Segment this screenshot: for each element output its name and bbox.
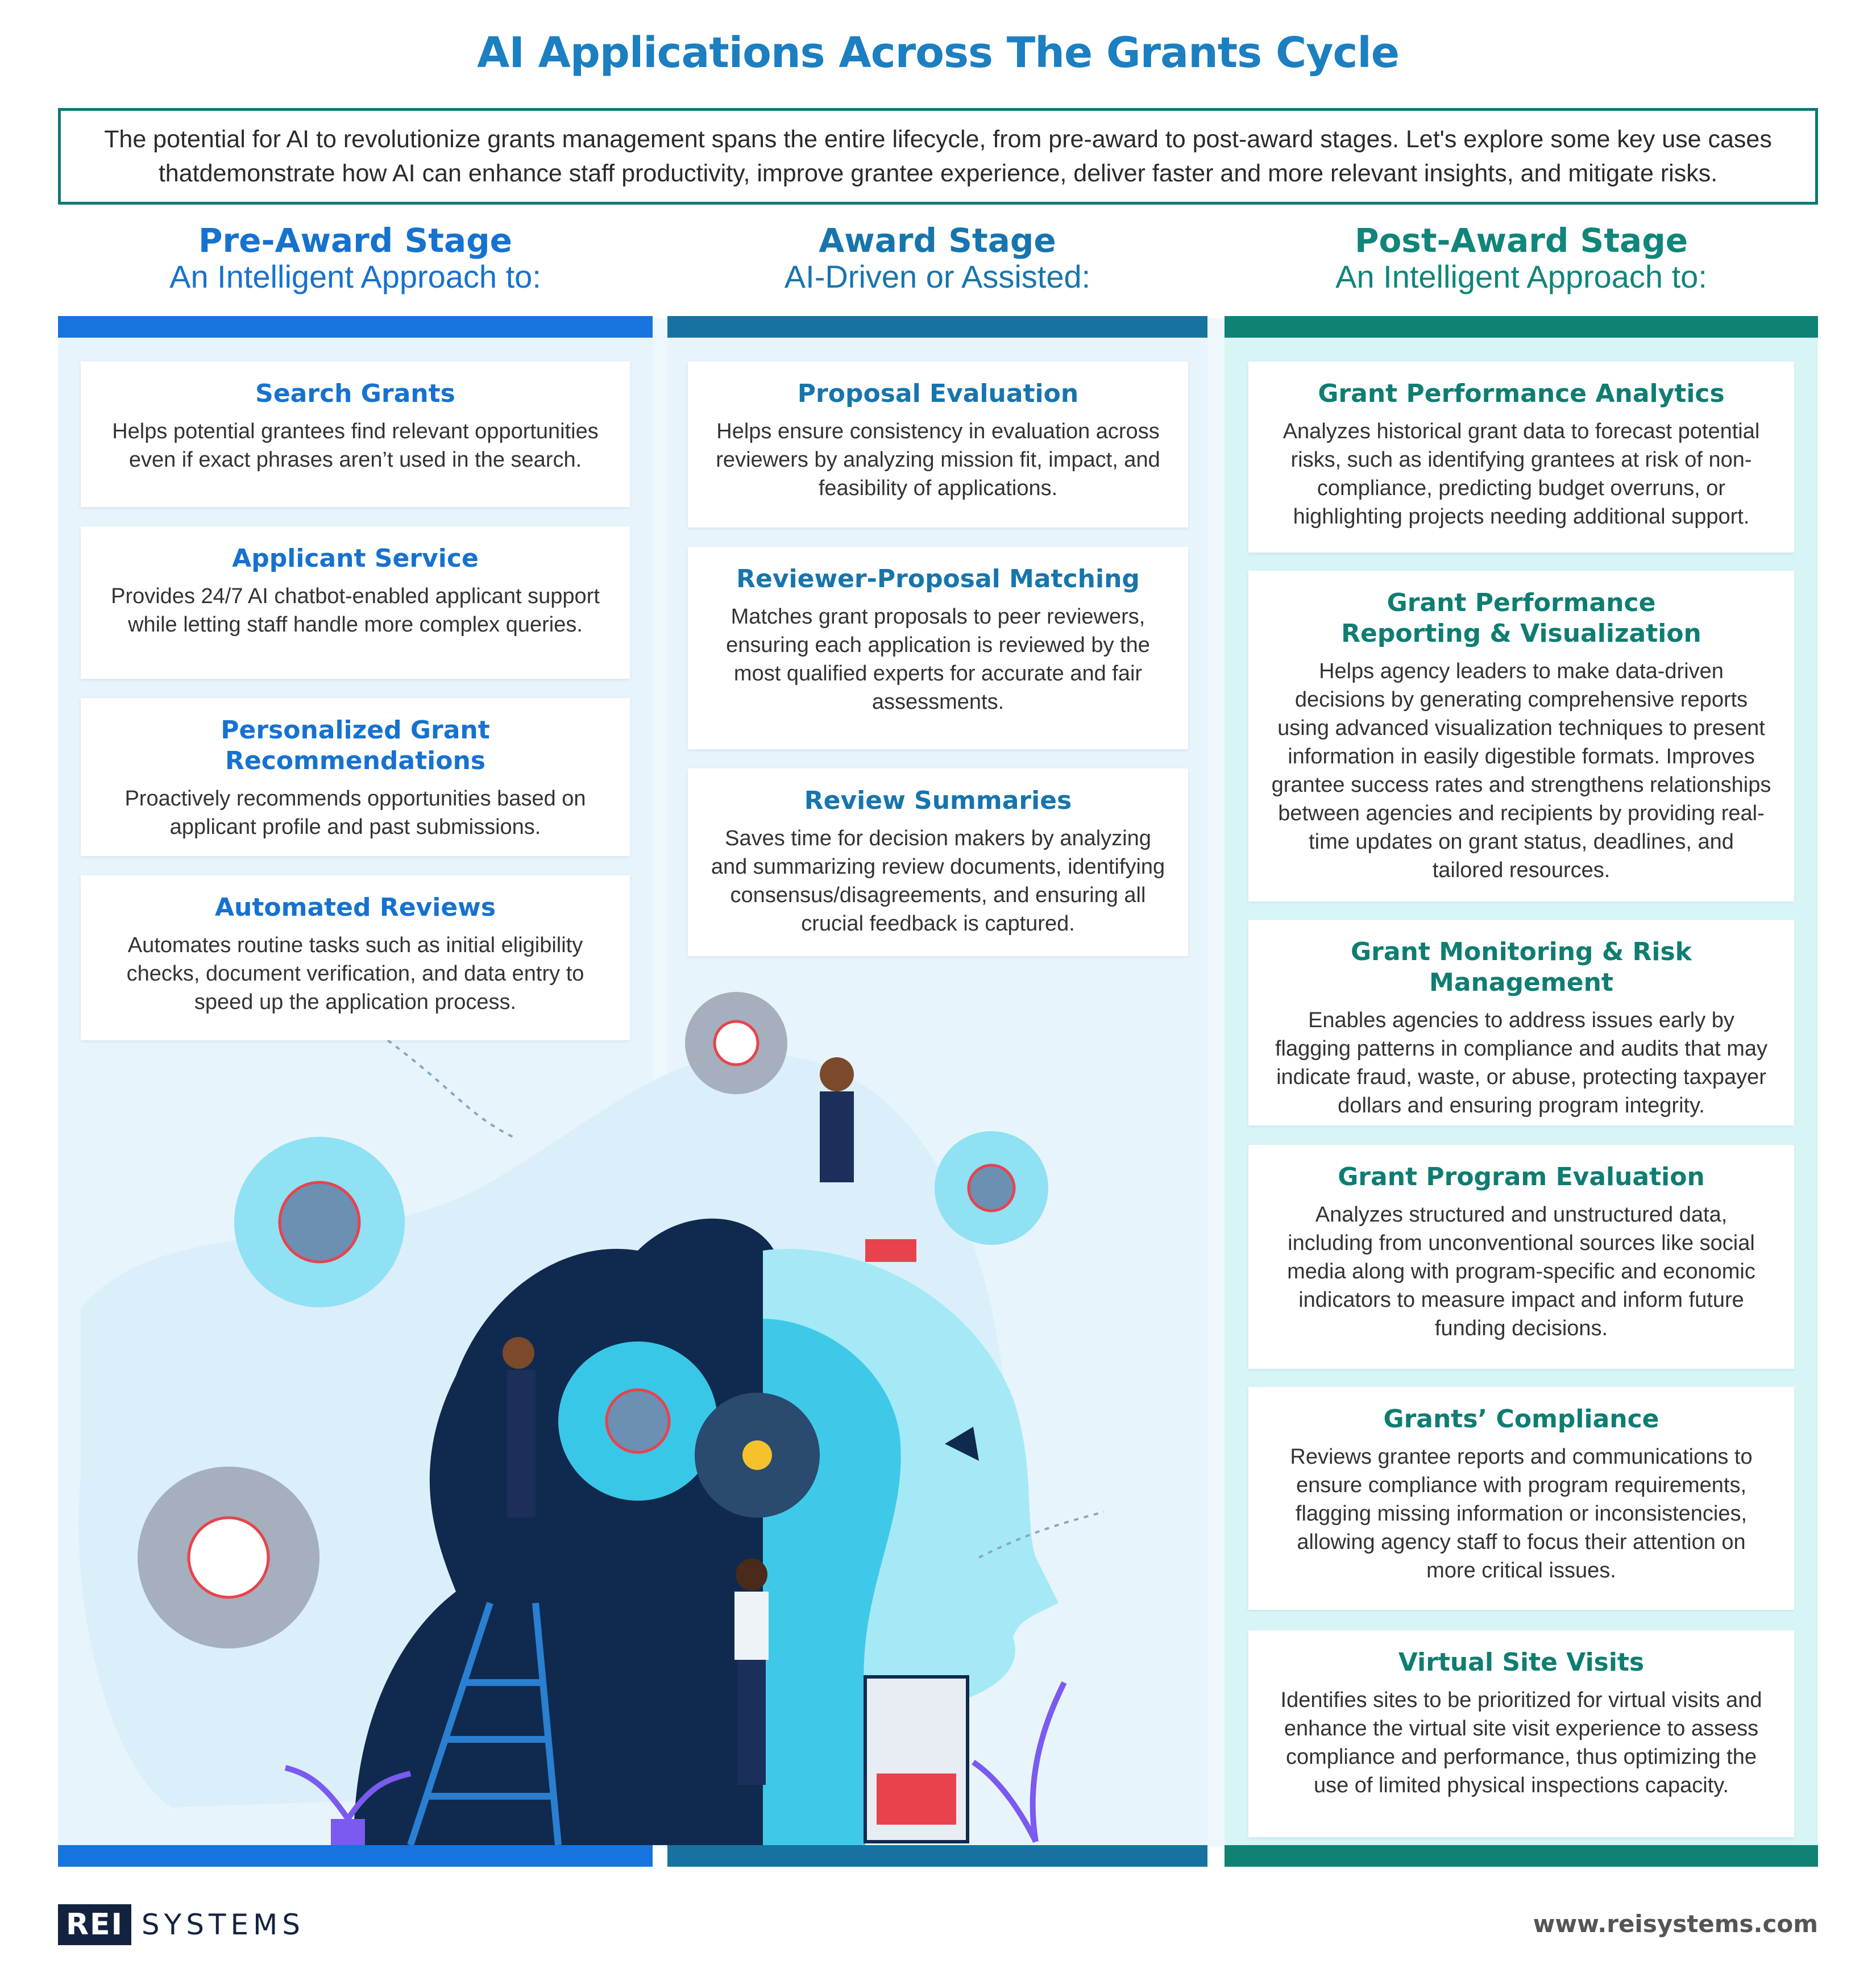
stage-subtitle: An Intelligent Approach to:: [1335, 259, 1707, 294]
intro-text: The potential for AI to revolutionize grants management spans the entire lifecycle, from pre-award to post-award stages. Let's explore some key use cases thatdemonstrate how AI can enhance staff productivity, improve grantee experience, deliver faster and more relevant insights, and mitigate risks.: [104, 126, 1772, 187]
post-award-bottom-bar: [1225, 1845, 1818, 1867]
ai-head-illustration: [58, 966, 1225, 1845]
card-title: Grant Performance Analytics: [1318, 379, 1725, 408]
award-heading: [667, 222, 1207, 294]
card-text: Provides 24/7 AI chatbot-enabled applicant support while letting staff handle more complex queries.: [111, 584, 600, 637]
card-title: Grant Performance Reporting & Visualization: [1341, 588, 1701, 648]
card-virtual-site-visits: [1248, 1630, 1794, 1837]
card-text: Analyzes structured and unstructured data, including from unconventional sources like social media along with program-specific and economic indicators to measure impact and inform future funding decisions.: [1287, 1203, 1755, 1340]
card-automated-reviews: [81, 875, 630, 1040]
card-proposal-evaluation: [688, 362, 1188, 528]
rei-systems-logo[interactable]: [58, 1904, 305, 1945]
logo-text: SYSTEMS: [141, 1908, 305, 1941]
award-top-bar: [667, 316, 1207, 338]
page-title: AI Applications Across The Grants Cycle: [477, 28, 1399, 77]
gear-icon: [935, 1131, 1048, 1245]
intro-box: [58, 108, 1818, 205]
person-icon: [820, 1057, 854, 1182]
card-text: Saves time for decision makers by analyzing and summarizing review documents, identifying consensus/disagreements, and ensuring all crucial feedback is captured.: [711, 826, 1165, 936]
stage-subtitle: An Intelligent Approach to:: [169, 259, 541, 294]
card-title: Reviewer-Proposal Matching: [736, 564, 1140, 593]
card-reviewer-matching: [688, 547, 1188, 749]
card-text: Matches grant proposals to peer reviewers, ensuring each application is reviewed by the most qualified experts for accurate and fair assessments.: [726, 605, 1150, 714]
website-link[interactable]: www.reisystems.com: [1533, 1910, 1818, 1938]
card-monitoring-risk: [1248, 920, 1794, 1125]
card-search-grants: [81, 362, 630, 507]
card-title: Grants’ Compliance: [1383, 1405, 1659, 1434]
card-text: Analyzes historical grant data to forecast potential risks, such as identifying grantees at risk of non-compliance, predicting budget overruns, or highlighting projects needing additional support.: [1283, 420, 1760, 529]
card-text: Helps ensure consistency in evaluation across reviewers by analyzing mission fit, impact, and feasibility of applications.: [716, 420, 1160, 500]
card-title: Applicant Service: [232, 544, 479, 573]
stage-title: Pre-Award Stage: [198, 221, 512, 260]
card-text: Enables agencies to address issues early by flagging patterns in compliance and audits that may indicate fraud, waste, or abuse, protecting taxpayer dollars and ensuring program integrity.: [1275, 1008, 1768, 1118]
card-text: Automates routine tasks such as initial eligibility checks, document verification, and data entry to speed up the application process.: [126, 933, 584, 1014]
toolbox-icon: [865, 1239, 916, 1262]
pre-award-heading: [58, 222, 653, 294]
card-title: Review Summaries: [804, 786, 1072, 815]
stage-title: Award Stage: [819, 221, 1056, 260]
pre-award-bottom-bar: [58, 1845, 653, 1867]
pre-award-top-bar: [58, 316, 653, 338]
card-text: Reviews grantee reports and communications to ensure compliance with program requirements, flagging missing information or inconsistencies, allowing agency staff to focus their attention on more critical issues.: [1290, 1445, 1753, 1583]
gear-icon: [685, 992, 787, 1094]
server-rack-icon: [865, 1677, 968, 1842]
card-review-summaries: [688, 769, 1188, 956]
card-text: Helps potential grantees find relevant opportunities even if exact phrases aren’t used in the search.: [112, 420, 599, 472]
card-applicant-service: [81, 526, 630, 679]
card-title: Virtual Site Visits: [1398, 1648, 1645, 1677]
card-text: Proactively recommends opportunities based on applicant profile and past submissions.: [124, 787, 586, 839]
fan-icon: [695, 1393, 820, 1518]
card-title: Grant Monitoring & Risk Management: [1351, 937, 1692, 997]
card-title: Proposal Evaluation: [797, 379, 1079, 408]
card-text: Identifies sites to be prioritized for virtual visits and enhance the virtual site visit experience to assess compliance and performance, thus optimizing the use of limited physical inspections capacity.: [1280, 1688, 1762, 1797]
gear-icon: [138, 1467, 319, 1648]
card-title: Search Grants: [255, 379, 455, 408]
card-compliance: [1248, 1387, 1794, 1610]
card-title: Automated Reviews: [214, 893, 496, 922]
logo-mark: REI: [58, 1904, 131, 1945]
card-performance-analytics: [1248, 362, 1794, 553]
card-title: Personalized Grant Recommendations: [221, 716, 490, 775]
card-personalized-recommendations: [81, 698, 630, 856]
card-reporting-visualization: [1248, 571, 1794, 902]
gear-icon: [234, 1137, 405, 1307]
post-award-heading: [1225, 222, 1818, 294]
plant-icon: [973, 1683, 1064, 1842]
person-icon: [734, 1559, 769, 1785]
card-program-evaluation: [1248, 1145, 1794, 1369]
award-bottom-bar: [667, 1845, 1207, 1867]
gear-icon: [558, 1341, 717, 1501]
card-title: Grant Program Evaluation: [1338, 1162, 1705, 1191]
stage-subtitle: AI-Driven or Assisted:: [784, 259, 1091, 294]
card-text: Helps agency leaders to make data-driven decisions by generating comprehensive reports using advanced visualization techniques to present information in easily digestible formats. Improves grantee success rates and strengthens relationships between agencies and recipients by providing real-time updates on grant status, deadlines, and tailored resources.: [1271, 659, 1771, 882]
post-award-top-bar: [1225, 316, 1818, 338]
stage-title: Post-Award Stage: [1354, 221, 1688, 260]
